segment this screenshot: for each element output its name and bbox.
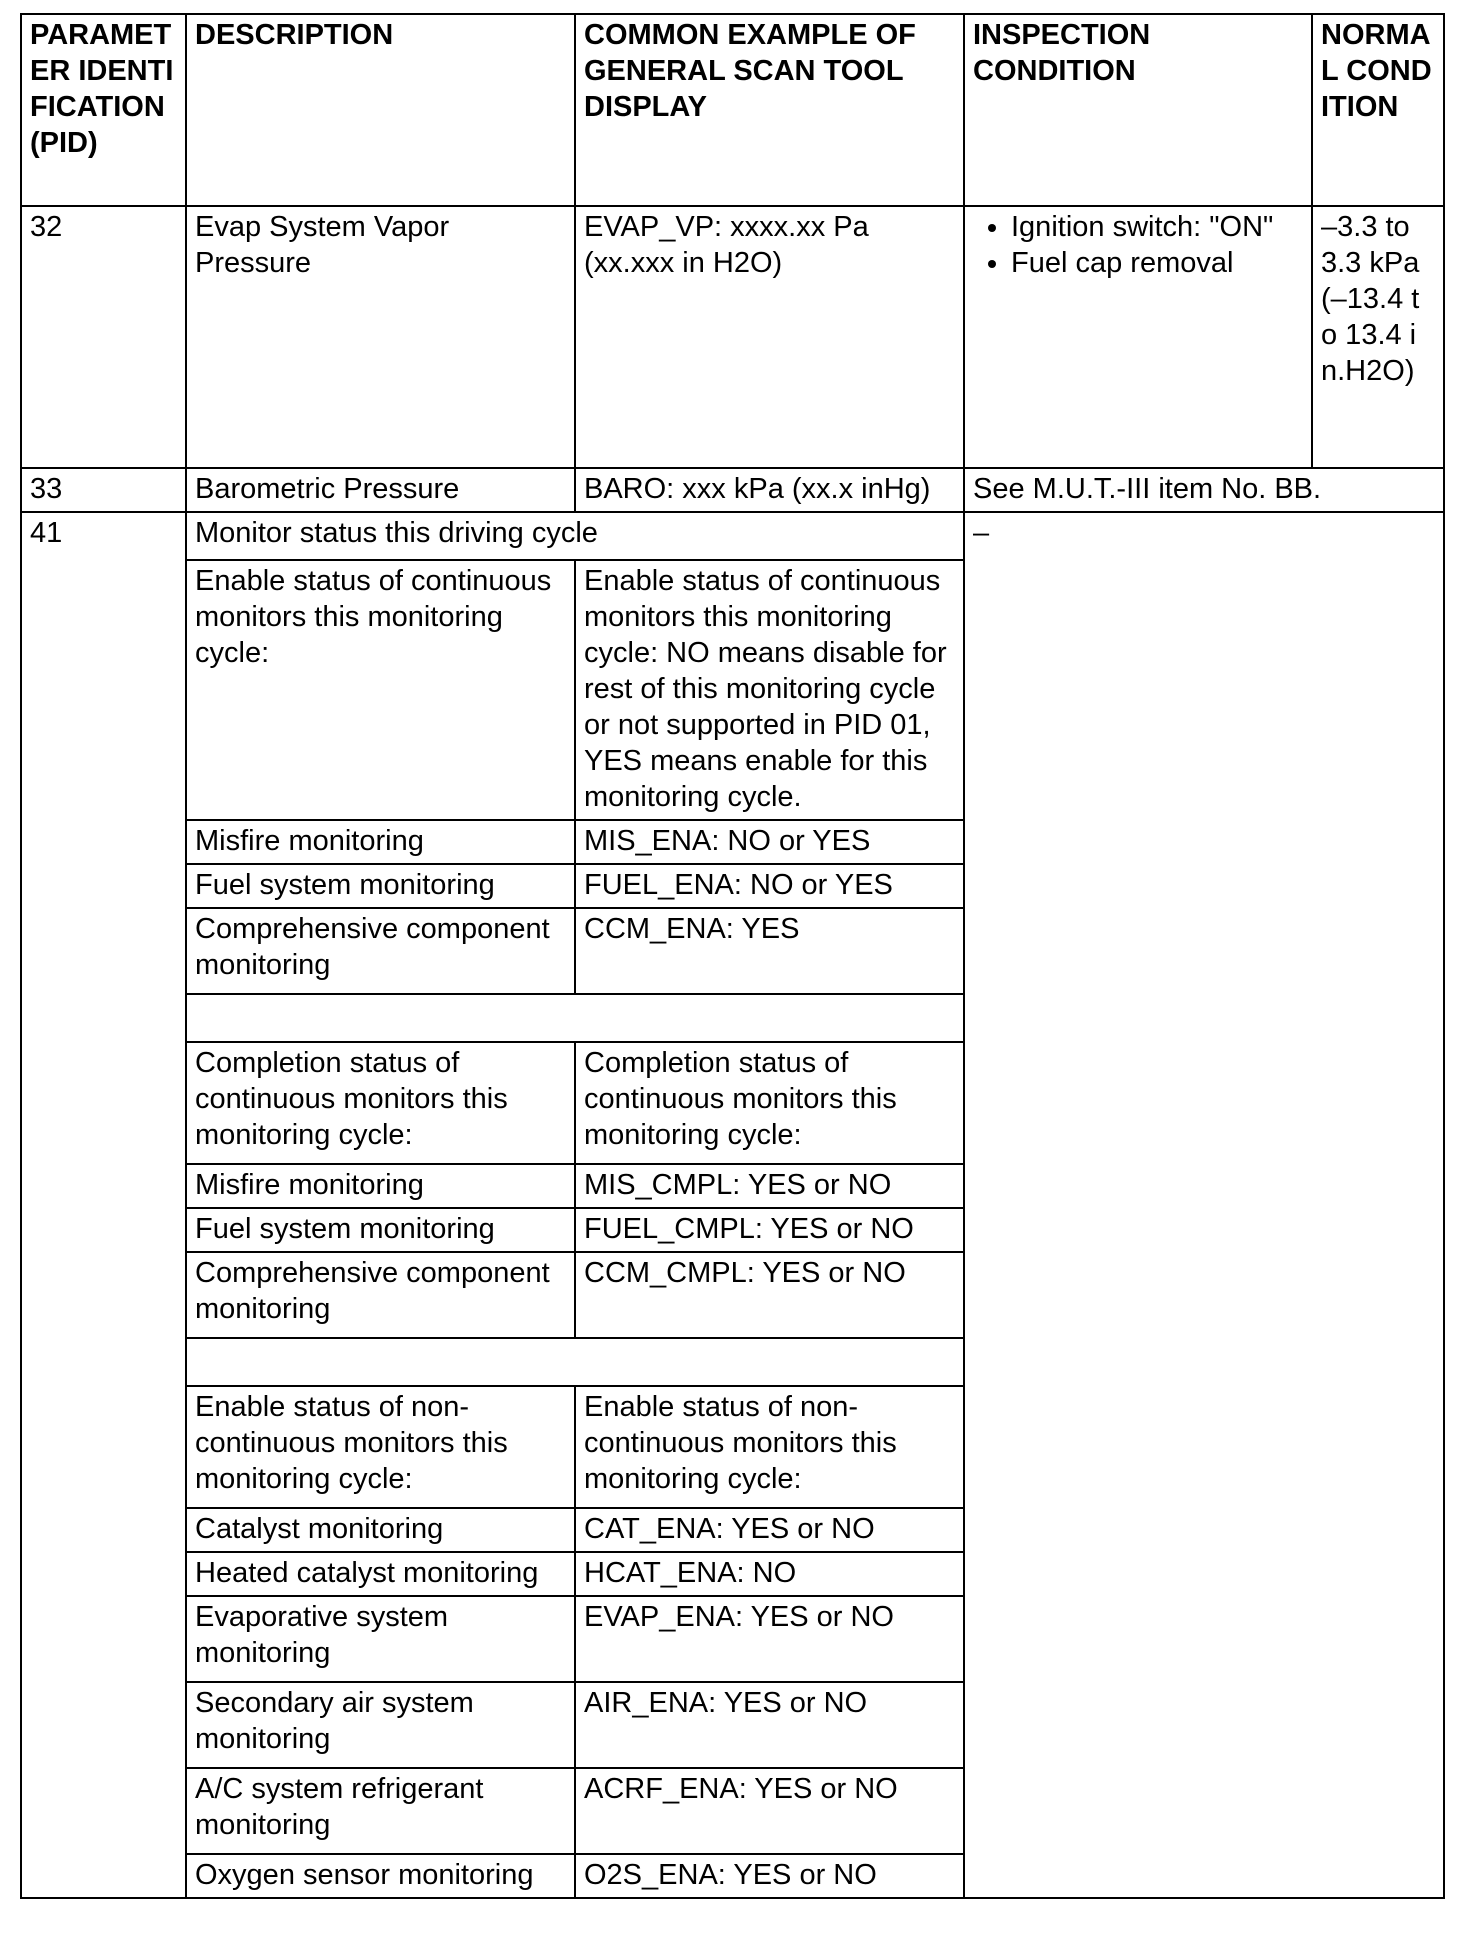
- pid-spec-table: [20, 13, 1445, 1899]
- monitor-item: Enable status of continuous monitors this monitoring cycle:: [186, 560, 575, 820]
- header-description: DESCRIPTION: [186, 14, 575, 206]
- condition-item: • Fuel cap removal: [1011, 245, 1303, 281]
- monitor-item: Fuel system monitoring: [186, 864, 575, 908]
- row-pid-41-title: [21, 512, 1444, 560]
- monitor-item: Completion status of continuous monitors this monitoring cycle:: [186, 1042, 575, 1164]
- monitor-item: Secondary air system monitoring: [186, 1682, 575, 1768]
- monitor-item: Enable status of non-continuous monitors this monitoring cycle:: [186, 1386, 575, 1508]
- condition-item: • Ignition switch: "ON": [1011, 209, 1303, 245]
- monitor-item: Evaporative system monitoring: [186, 1596, 575, 1682]
- monitor-display: CCM_ENA: YES: [575, 908, 964, 994]
- empty-cell: [186, 1338, 964, 1386]
- pid-41-inspection: –: [964, 512, 1444, 1898]
- monitor-item: Comprehensive component monitoring: [186, 908, 575, 994]
- row-pid-32: [21, 206, 1444, 468]
- pid-32-inspection: [964, 206, 1312, 468]
- monitor-display: MIS_ENA: NO or YES: [575, 820, 964, 864]
- header-row: [21, 14, 1444, 206]
- row-pid-33: [21, 468, 1444, 512]
- monitor-display: O2S_ENA: YES or NO: [575, 1854, 964, 1898]
- header-normal: NORMAL CONDITION: [1312, 14, 1444, 206]
- pid-41-title: Monitor status this driving cycle: [186, 512, 964, 560]
- pid-33-display: BARO: xxx kPa (xx.x inHg): [575, 468, 964, 512]
- monitor-display: EVAP_ENA: YES or NO: [575, 1596, 964, 1682]
- monitor-display: Enable status of continuous monitors this monitoring cycle: NO means disable for rest of this monitoring cycle or not supported in PID 01, YES means enable for this monitoring cycle.: [575, 560, 964, 820]
- pid-33-id: 33: [21, 468, 186, 512]
- header-pid: PARAMETER IDENTIFICATION (PID): [21, 14, 186, 206]
- monitor-display: ACRF_ENA: YES or NO: [575, 1768, 964, 1854]
- empty-cell: [186, 994, 964, 1042]
- monitor-display: FUEL_CMPL: YES or NO: [575, 1208, 964, 1252]
- monitor-item: Comprehensive component monitoring: [186, 1252, 575, 1338]
- monitor-display: AIR_ENA: YES or NO: [575, 1682, 964, 1768]
- monitor-item: Oxygen sensor monitoring: [186, 1854, 575, 1898]
- header-display: COMMON EXAMPLE OF GENERAL SCAN TOOL DISPLAY: [575, 14, 964, 206]
- pid-41-id: 41: [21, 512, 186, 1898]
- pid-32-description: Evap System Vapor Pressure: [186, 206, 575, 468]
- monitor-display: CCM_CMPL: YES or NO: [575, 1252, 964, 1338]
- monitor-display: Completion status of continuous monitors this monitoring cycle:: [575, 1042, 964, 1164]
- inspection-condition-list: [973, 209, 1303, 281]
- pid-33-inspection: See M.U.T.-III item No. BB.: [964, 468, 1444, 512]
- monitor-item: A/C system refrigerant monitoring: [186, 1768, 575, 1854]
- monitor-display: MIS_CMPL: YES or NO: [575, 1164, 964, 1208]
- monitor-item: Fuel system monitoring: [186, 1208, 575, 1252]
- monitor-display: HCAT_ENA: NO: [575, 1552, 964, 1596]
- header-inspection: INSPECTION CONDITION: [964, 14, 1312, 206]
- monitor-item: Catalyst monitoring: [186, 1508, 575, 1552]
- monitor-item: Misfire monitoring: [186, 1164, 575, 1208]
- monitor-item: Misfire monitoring: [186, 820, 575, 864]
- monitor-display: FUEL_ENA: NO or YES: [575, 864, 964, 908]
- monitor-item: Heated catalyst monitoring: [186, 1552, 575, 1596]
- monitor-display: CAT_ENA: YES or NO: [575, 1508, 964, 1552]
- pid-32-id: 32: [21, 206, 186, 468]
- pid-33-description: Barometric Pressure: [186, 468, 575, 512]
- pid-32-display: EVAP_VP: xxxx.xx Pa (xx.xxx in H2O): [575, 206, 964, 468]
- pid-32-normal: –3.3 to 3.3 kPa (–13.4 to 13.4 in.H2O): [1312, 206, 1444, 468]
- monitor-display: Enable status of non-continuous monitors this monitoring cycle:: [575, 1386, 964, 1508]
